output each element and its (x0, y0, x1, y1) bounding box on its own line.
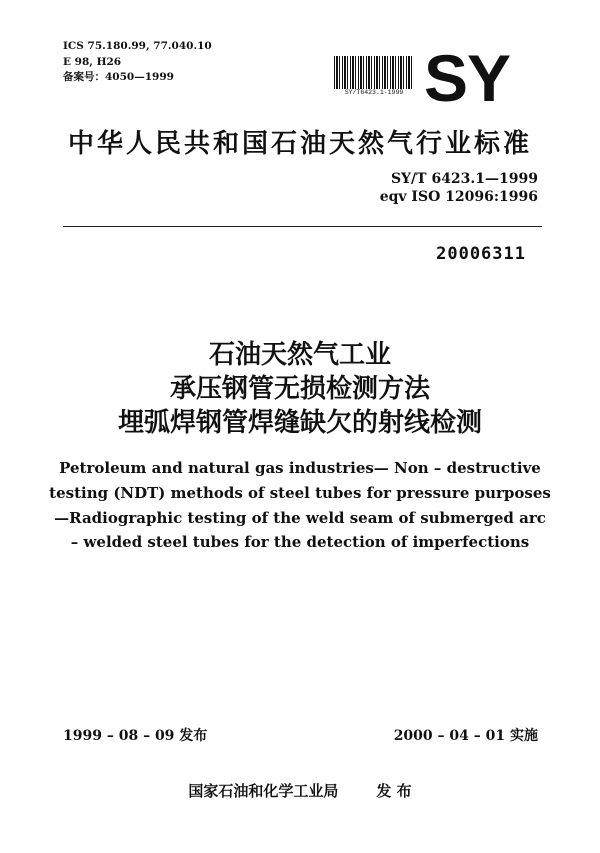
standard-number: SY/T 6423.1—1999 (390, 171, 538, 187)
issuer-name: 国家石油和化学工业局 (188, 782, 339, 800)
barcode-text: SY/T6423.1-1999 (344, 89, 404, 96)
chinese-title-line-2: 承压钢管无损检测方法 (169, 374, 430, 404)
english-title-line-3: —Radiographic testing of the weld seam of submerged arc (54, 509, 546, 527)
barcode-bars (334, 56, 414, 89)
issuer-action: 发 布 (376, 782, 412, 800)
serial-number: 20006311 (436, 244, 526, 264)
industry-standard-title: 中华人民共和国石油天然气行业标准 (67, 129, 532, 159)
sy-logo: SY (424, 41, 511, 115)
english-title-line-1: Petroleum and natural gas industries— Non – destructive (59, 459, 541, 477)
implementation-date: 2000 – 04 – 01 实施 (393, 728, 538, 744)
issue-date: 1999 – 08 – 09 发布 (63, 728, 208, 744)
english-title-line-2: testing (NDT) methods of steel tubes for pressure purposes (49, 484, 551, 502)
record-number: 备案号：4050—1999 (63, 71, 174, 83)
ccs-code: E 98, H26 (63, 56, 122, 68)
chinese-title-line-3: 埋弧焊钢管焊缝缺欠的射线检测 (117, 408, 482, 438)
equivalent-standard: eqv ISO 12096:1996 (379, 189, 538, 205)
issuing-authority (0, 781, 600, 801)
divider-line (63, 226, 542, 227)
chinese-title-line-1: 石油天然气工业 (208, 340, 391, 370)
ics-code: ICS 75.180.99, 77.040.10 (63, 40, 212, 52)
barcode (334, 56, 414, 97)
english-title-line-4: – welded steel tubes for the detection of imperfections (70, 533, 530, 551)
